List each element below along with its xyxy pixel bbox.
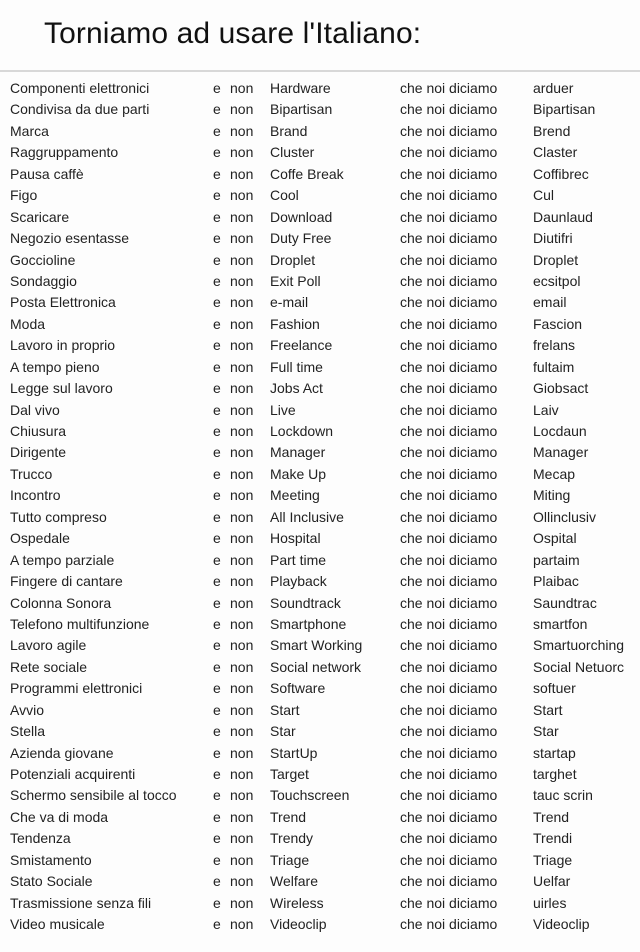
connector-che-noi-diciamo: che noi diciamo — [400, 187, 498, 204]
connector-non: non — [230, 272, 254, 289]
phonetic-spelling: Saundtrac — [533, 594, 597, 611]
connector-e: e — [213, 165, 221, 182]
list-item — [0, 271, 640, 292]
phonetic-spelling: arduer — [533, 80, 574, 96]
connector-e: e — [213, 594, 221, 611]
connector-che-noi-diciamo: che noi diciamo — [400, 487, 498, 504]
phonetic-spelling: Diutifri — [533, 230, 573, 247]
connector-non: non — [230, 830, 254, 847]
connector-che-noi-diciamo: che noi diciamo — [400, 615, 498, 632]
list-item — [0, 893, 640, 914]
title-divider — [0, 70, 640, 72]
list-item — [0, 807, 640, 828]
connector-non: non — [230, 808, 254, 825]
connector-non: non — [230, 851, 254, 868]
italian-word: Lavoro in proprio — [10, 337, 116, 354]
connector-e: e — [213, 358, 221, 375]
connector-non: non — [230, 873, 254, 890]
list-item — [0, 871, 640, 892]
connector-che-noi-diciamo: che noi diciamo — [400, 573, 498, 590]
italian-word: Smistamento — [10, 851, 92, 868]
list-item — [0, 764, 640, 785]
english-word: Wireless — [270, 894, 324, 911]
connector-non: non — [230, 230, 254, 247]
connector-non: non — [230, 637, 254, 654]
list-item — [0, 400, 640, 421]
english-word: Touchscreen — [270, 787, 350, 804]
italian-word: Azienda giovane — [10, 744, 114, 761]
connector-e: e — [213, 465, 221, 482]
italian-word: Scaricare — [10, 208, 70, 225]
phonetic-spelling: Ollinclusiv — [533, 508, 597, 525]
connector-e: e — [213, 530, 221, 547]
connector-non: non — [230, 337, 254, 354]
connector-e: e — [213, 723, 221, 740]
connector-e: e — [213, 637, 221, 654]
connector-e: e — [213, 787, 221, 804]
connector-che-noi-diciamo: che noi diciamo — [400, 916, 498, 933]
phonetic-spelling: Droplet — [533, 251, 579, 268]
italian-word: Tendenza — [10, 830, 71, 847]
connector-e: e — [213, 101, 221, 118]
list-item — [0, 635, 640, 656]
italian-word: Dirigente — [10, 444, 67, 461]
connector-e: e — [213, 573, 221, 590]
connector-e: e — [213, 144, 221, 161]
english-word: All Inclusive — [270, 508, 344, 525]
english-word: Hospital — [270, 530, 321, 547]
english-word: Smart Working — [270, 637, 363, 654]
page-title: Torniamo ad usare l'Italiano: — [44, 17, 422, 50]
english-word: Manager — [270, 444, 326, 461]
connector-non: non — [230, 508, 254, 525]
phonetic-spelling: tauc scrin — [533, 787, 593, 804]
connector-che-noi-diciamo: che noi diciamo — [400, 594, 498, 611]
connector-e: e — [213, 916, 221, 933]
connector-e: e — [213, 766, 221, 782]
phonetic-spelling: fultaim — [533, 358, 575, 375]
list-item — [0, 207, 640, 228]
connector-che-noi-diciamo: che noi diciamo — [400, 465, 498, 482]
phonetic-spelling: ecsitpol — [533, 272, 581, 289]
list-item — [0, 314, 640, 335]
list-item — [0, 743, 640, 764]
english-word: Smartphone — [270, 615, 347, 632]
connector-e: e — [213, 272, 221, 289]
connector-che-noi-diciamo: che noi diciamo — [400, 423, 498, 439]
phonetic-spelling: targhet — [533, 766, 577, 782]
connector-che-noi-diciamo: che noi diciamo — [400, 873, 498, 890]
connector-e: e — [213, 551, 221, 568]
italian-word: Telefono multifunzione — [10, 615, 150, 632]
phonetic-spelling: partaim — [533, 551, 580, 568]
list-item — [0, 378, 640, 399]
english-word: Trend — [270, 808, 307, 825]
phonetic-spelling: Giobsact — [533, 380, 589, 397]
phonetic-spelling: Triage — [533, 851, 573, 868]
italian-word: Colonna Sonora — [10, 594, 112, 611]
phonetic-spelling: Mecap — [533, 465, 576, 482]
phonetic-spelling: Star — [533, 723, 559, 740]
connector-che-noi-diciamo: che noi diciamo — [400, 401, 498, 418]
italian-word: A tempo pieno — [10, 358, 100, 375]
connector-che-noi-diciamo: che noi diciamo — [400, 165, 498, 182]
connector-e: e — [213, 830, 221, 847]
italian-word: Schermo sensibile al tocco — [10, 787, 177, 804]
phonetic-spelling: Start — [533, 701, 563, 718]
english-word: Duty Free — [270, 230, 332, 247]
english-word: Cluster — [270, 144, 315, 161]
italian-word: Pausa caffè — [10, 165, 84, 182]
phonetic-spelling: email — [533, 294, 567, 311]
phonetic-spelling: Social Netuorc — [533, 658, 625, 675]
phonetic-spelling: Laiv — [533, 401, 559, 418]
italian-word: Moda — [10, 315, 46, 332]
connector-che-noi-diciamo: che noi diciamo — [400, 230, 498, 247]
list-item — [0, 593, 640, 614]
connector-non: non — [230, 894, 254, 911]
italian-word: Goccioline — [10, 251, 76, 268]
italian-word: Condivisa da due parti — [10, 101, 150, 118]
phonetic-spelling: Coffibrec — [533, 165, 589, 182]
italian-word: Dal vivo — [10, 401, 60, 418]
list-item — [0, 914, 640, 935]
list-item — [0, 507, 640, 528]
english-word: Fashion — [270, 315, 320, 332]
english-word: Full time — [270, 358, 323, 375]
english-word: Soundtrack — [270, 594, 341, 611]
connector-non: non — [230, 423, 254, 439]
list-item — [0, 292, 640, 313]
english-word: Videoclip — [270, 916, 327, 933]
english-word: Bipartisan — [270, 101, 333, 118]
connector-che-noi-diciamo: che noi diciamo — [400, 101, 498, 118]
connector-che-noi-diciamo: che noi diciamo — [400, 894, 498, 911]
phonetic-spelling: Uelfar — [533, 873, 571, 890]
connector-non: non — [230, 723, 254, 740]
english-word: Live — [270, 401, 296, 418]
list-item — [0, 700, 640, 721]
italian-word: Potenziali acquirenti — [10, 766, 136, 782]
connector-e: e — [213, 423, 221, 439]
connector-non: non — [230, 465, 254, 482]
italian-word: Sondaggio — [10, 272, 77, 289]
phonetic-spelling: Cul — [533, 187, 555, 204]
italian-word: Avvio — [10, 701, 44, 718]
connector-non: non — [230, 658, 254, 675]
connector-e: e — [213, 294, 221, 311]
connector-che-noi-diciamo: che noi diciamo — [400, 208, 498, 225]
connector-che-noi-diciamo: che noi diciamo — [400, 380, 498, 397]
english-word: Star — [270, 723, 296, 740]
english-word: Make Up — [270, 465, 327, 482]
italian-word: Incontro — [10, 487, 61, 504]
connector-non: non — [230, 144, 254, 161]
list-item — [0, 250, 640, 271]
connector-non: non — [230, 80, 254, 96]
connector-non: non — [230, 315, 254, 332]
connector-e: e — [213, 208, 221, 225]
list-item — [0, 678, 640, 699]
connector-non: non — [230, 787, 254, 804]
english-word: e-mail — [270, 294, 309, 311]
connector-che-noi-diciamo: che noi diciamo — [400, 530, 498, 547]
italian-word: Ospedale — [10, 530, 70, 547]
phonetic-spelling: Locdaun — [533, 423, 587, 439]
connector-non: non — [230, 101, 254, 118]
italian-word: Trasmissione senza fili — [10, 894, 152, 911]
english-word: Meeting — [270, 487, 320, 504]
connector-e: e — [213, 508, 221, 525]
connector-e: e — [213, 315, 221, 332]
connector-e: e — [213, 337, 221, 354]
english-word: Exit Poll — [270, 272, 321, 289]
connector-e: e — [213, 894, 221, 911]
connector-e: e — [213, 808, 221, 825]
connector-non: non — [230, 744, 254, 761]
connector-che-noi-diciamo: che noi diciamo — [400, 508, 498, 525]
list-item — [0, 335, 640, 356]
phonetic-spelling: uirles — [533, 894, 567, 911]
list-item — [0, 164, 640, 185]
connector-che-noi-diciamo: che noi diciamo — [400, 830, 498, 847]
italian-word: Chiusura — [10, 423, 67, 439]
list-item — [0, 614, 640, 635]
connector-non: non — [230, 551, 254, 568]
connector-che-noi-diciamo: che noi diciamo — [400, 551, 498, 568]
connector-e: e — [213, 230, 221, 247]
connector-e: e — [213, 744, 221, 761]
english-word: Download — [270, 208, 333, 225]
italian-word: Stella — [10, 723, 46, 740]
phonetic-spelling: Miting — [533, 487, 571, 504]
connector-che-noi-diciamo: che noi diciamo — [400, 122, 498, 139]
connector-non: non — [230, 208, 254, 225]
list-item — [0, 571, 640, 592]
phonetic-spelling: Claster — [533, 144, 578, 161]
italian-word: Programmi elettronici — [10, 680, 143, 697]
connector-che-noi-diciamo: che noi diciamo — [400, 144, 498, 161]
english-word: Jobs Act — [270, 380, 323, 397]
connector-che-noi-diciamo: che noi diciamo — [400, 272, 498, 289]
connector-non: non — [230, 487, 254, 504]
connector-non: non — [230, 766, 254, 782]
list-item — [0, 78, 640, 99]
connector-non: non — [230, 380, 254, 397]
italian-word: Trucco — [10, 465, 53, 482]
list-item — [0, 528, 640, 549]
italian-word: Che va di moda — [10, 808, 109, 825]
list-item — [0, 721, 640, 742]
connector-non: non — [230, 251, 254, 268]
connector-che-noi-diciamo: che noi diciamo — [400, 637, 498, 654]
connector-che-noi-diciamo: che noi diciamo — [400, 851, 498, 868]
connector-e: e — [213, 401, 221, 418]
italian-word: Legge sul lavoro — [10, 380, 113, 397]
phonetic-spelling: frelans — [533, 337, 576, 354]
connector-che-noi-diciamo: che noi diciamo — [400, 358, 498, 375]
italian-word: Componenti elettronici — [10, 80, 150, 96]
english-word: Target — [270, 766, 309, 782]
english-word: Part time — [270, 551, 327, 568]
connector-e: e — [213, 487, 221, 504]
list-item — [0, 185, 640, 206]
list-item — [0, 828, 640, 849]
italian-word: Tutto compreso — [10, 508, 107, 525]
connector-non: non — [230, 701, 254, 718]
phonetic-spelling: Manager — [533, 444, 589, 461]
connector-e: e — [213, 615, 221, 632]
connector-che-noi-diciamo: che noi diciamo — [400, 337, 498, 354]
italian-word: Stato Sociale — [10, 873, 93, 890]
connector-e: e — [213, 658, 221, 675]
connector-non: non — [230, 916, 254, 933]
english-word: Playback — [270, 573, 327, 590]
phonetic-spelling: Videoclip — [533, 916, 590, 933]
connector-non: non — [230, 444, 254, 461]
connector-che-noi-diciamo: che noi diciamo — [400, 808, 498, 825]
italian-word: Fingere di cantare — [10, 573, 123, 590]
list-item — [0, 121, 640, 142]
word-list — [0, 78, 640, 936]
phonetic-spelling: Brend — [533, 122, 571, 139]
connector-che-noi-diciamo: che noi diciamo — [400, 744, 498, 761]
connector-e: e — [213, 187, 221, 204]
list-item — [0, 850, 640, 871]
english-word: Social network — [270, 658, 362, 675]
connector-che-noi-diciamo: che noi diciamo — [400, 766, 498, 782]
phonetic-spelling: Fascion — [533, 315, 583, 332]
english-word: Freelance — [270, 337, 333, 354]
connector-che-noi-diciamo: che noi diciamo — [400, 294, 498, 311]
connector-non: non — [230, 530, 254, 547]
italian-word: Video musicale — [10, 916, 105, 933]
italian-word: Raggruppamento — [10, 144, 119, 161]
connector-e: e — [213, 680, 221, 697]
italian-word: Lavoro agile — [10, 637, 87, 654]
phonetic-spelling: Trend — [533, 808, 570, 825]
list-item — [0, 357, 640, 378]
list-item — [0, 550, 640, 571]
phonetic-spelling: Plaibac — [533, 573, 579, 590]
list-item — [0, 485, 640, 506]
connector-e: e — [213, 251, 221, 268]
english-word: Triage — [270, 851, 310, 868]
list-item — [0, 421, 640, 442]
italian-word: A tempo parziale — [10, 551, 115, 568]
english-word: Lockdown — [270, 423, 334, 439]
phonetic-spelling: Bipartisan — [533, 101, 596, 118]
connector-e: e — [213, 80, 221, 96]
english-word: Hardware — [270, 80, 331, 96]
connector-e: e — [213, 380, 221, 397]
phonetic-spelling: Daunlaud — [533, 208, 593, 225]
connector-e: e — [213, 122, 221, 139]
english-word: Brand — [270, 122, 308, 139]
english-word: Coffe Break — [270, 165, 344, 182]
connector-che-noi-diciamo: che noi diciamo — [400, 680, 498, 697]
connector-che-noi-diciamo: che noi diciamo — [400, 723, 498, 740]
phonetic-spelling: softuer — [533, 680, 576, 697]
connector-non: non — [230, 594, 254, 611]
list-item — [0, 99, 640, 120]
connector-e: e — [213, 873, 221, 890]
english-word: Welfare — [270, 873, 318, 890]
phonetic-spelling: Smartuorching — [533, 637, 625, 654]
connector-che-noi-diciamo: che noi diciamo — [400, 444, 498, 461]
connector-che-noi-diciamo: che noi diciamo — [400, 787, 498, 804]
list-item — [0, 785, 640, 806]
italian-word: Figo — [10, 187, 38, 204]
connector-e: e — [213, 701, 221, 718]
english-word: Start — [270, 701, 300, 718]
connector-non: non — [230, 573, 254, 590]
connector-non: non — [230, 294, 254, 311]
connector-che-noi-diciamo: che noi diciamo — [400, 315, 498, 332]
connector-e: e — [213, 851, 221, 868]
connector-che-noi-diciamo: che noi diciamo — [400, 701, 498, 718]
english-word: Cool — [270, 187, 299, 204]
connector-non: non — [230, 122, 254, 139]
connector-che-noi-diciamo: che noi diciamo — [400, 251, 498, 268]
phonetic-spelling: Trendi — [533, 830, 573, 847]
list-item — [0, 142, 640, 163]
list-item — [0, 657, 640, 678]
italian-word: Rete sociale — [10, 658, 88, 675]
italian-word: Negozio esentasse — [10, 230, 130, 247]
connector-che-noi-diciamo: che noi diciamo — [400, 658, 498, 675]
phonetic-spelling: smartfon — [533, 615, 588, 632]
connector-non: non — [230, 680, 254, 697]
english-word: Software — [270, 680, 326, 697]
english-word: Droplet — [270, 251, 316, 268]
list-item — [0, 228, 640, 249]
connector-e: e — [213, 444, 221, 461]
connector-non: non — [230, 401, 254, 418]
phonetic-spelling: startap — [533, 744, 576, 761]
connector-non: non — [230, 187, 254, 204]
connector-che-noi-diciamo: che noi diciamo — [400, 80, 498, 96]
connector-non: non — [230, 615, 254, 632]
connector-non: non — [230, 358, 254, 375]
italian-word: Marca — [10, 122, 49, 139]
italian-word: Posta Elettronica — [10, 294, 116, 311]
phonetic-spelling: Ospital — [533, 530, 577, 547]
connector-non: non — [230, 165, 254, 182]
english-word: Trendy — [270, 830, 314, 847]
list-item — [0, 442, 640, 463]
list-item — [0, 464, 640, 485]
english-word: StartUp — [270, 744, 318, 761]
